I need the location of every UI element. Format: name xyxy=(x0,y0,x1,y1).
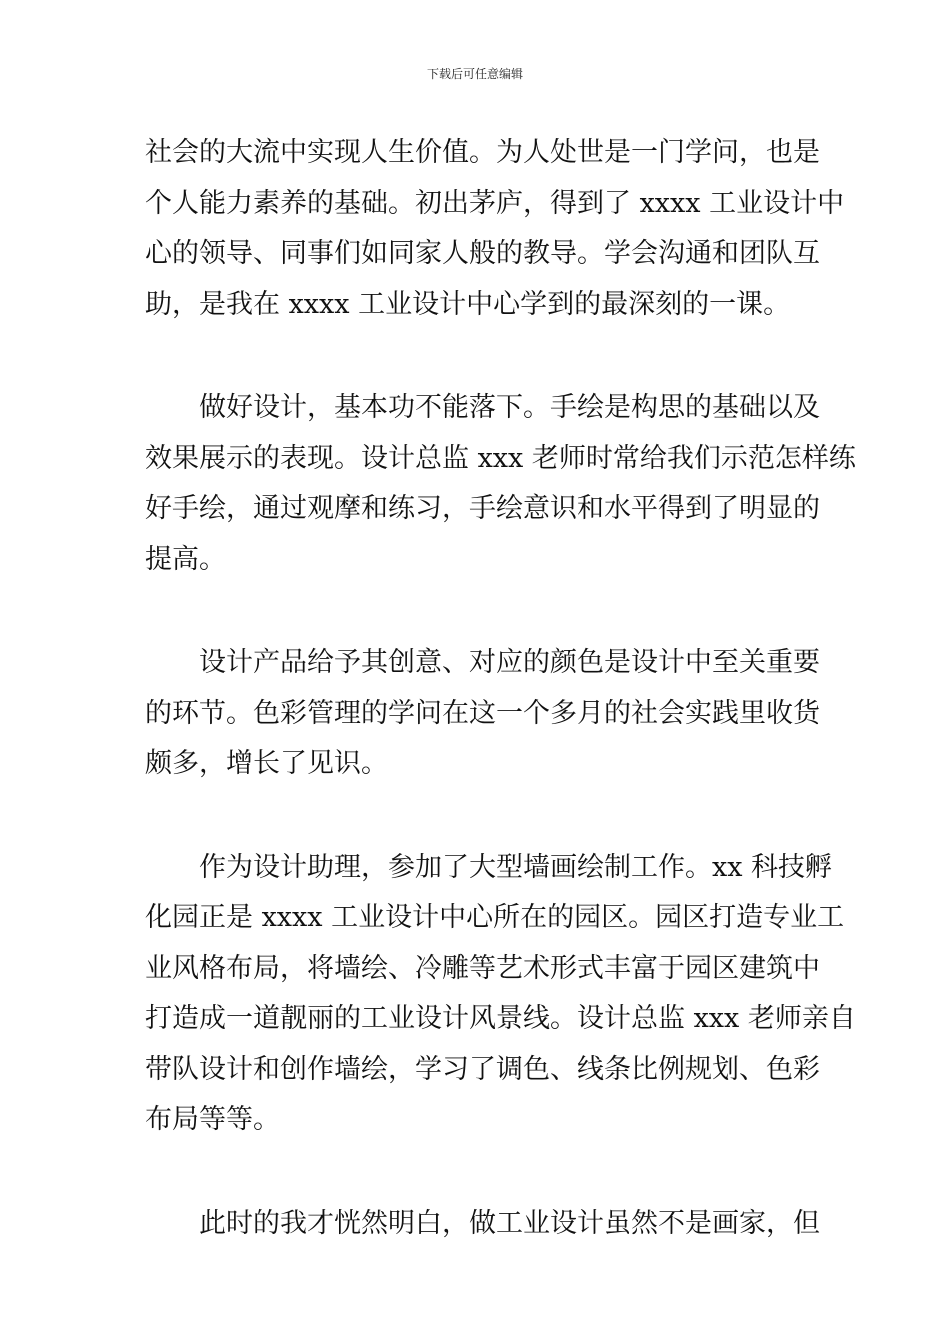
text-line: 助，是我在 xxxx 工业设计中心学到的最深刻的一课。 xyxy=(145,288,791,320)
text-line: 提高。 xyxy=(145,543,226,575)
page-header: 下载后可任意编辑 xyxy=(426,67,523,81)
text-line: 的环节。色彩管理的学问在这一个多月的社会实践里收货 xyxy=(145,697,820,729)
text-line: 心的领导、同事们如同家人般的教导。学会沟通和团队互 xyxy=(145,238,820,269)
text-line: 业风格布局，将墙绘、冷雕等艺术形式丰富于园区建筑中 xyxy=(145,952,820,984)
text-line: 打造成一道靓丽的工业设计风景线。设计总监 xxx 老师亲自 xyxy=(145,1003,856,1034)
paragraph-5 xyxy=(145,1199,820,1250)
text-line: 做好设计，基本功不能落下。手绘是构思的基础以及 xyxy=(199,392,820,423)
text-line: 带队设计和创作墙绘，学习了调色、线条比例规划、色彩 xyxy=(145,1053,820,1085)
paragraph-3 xyxy=(145,638,820,790)
document-body xyxy=(145,128,856,1302)
paragraph-4 xyxy=(145,843,856,1146)
text-line: 好手绘，通过观摩和练习，手绘意识和水平得到了明显的 xyxy=(145,493,820,524)
text-line: 此时的我才恍然明白，做工业设计虽然不是画家，但 xyxy=(199,1207,820,1239)
paragraph-1 xyxy=(145,128,845,330)
paragraph-2 xyxy=(145,383,856,585)
text-line: 社会的大流中实现人生价值。为人处世是一门学问，也是 xyxy=(145,137,820,168)
text-line: 个人能力素养的基础。初出茅庐，得到了 xxxx 工业设计中 xyxy=(145,187,845,219)
text-line: 效果展示的表现。设计总监 xxx 老师时常给我们示范怎样练 xyxy=(145,442,856,474)
text-line: 作为设计助理，参加了大型墙画绘制工作。xx 科技孵 xyxy=(199,851,833,883)
text-line: 布局等等。 xyxy=(145,1104,280,1135)
text-line: 化园正是 xxxx 工业设计中心所在的园区。园区打造专业工 xyxy=(145,902,845,933)
text-line: 颇多，增长了见识。 xyxy=(145,748,388,779)
text-line: 设计产品给予其创意、对应的颜色是设计中至关重要 xyxy=(199,647,820,678)
